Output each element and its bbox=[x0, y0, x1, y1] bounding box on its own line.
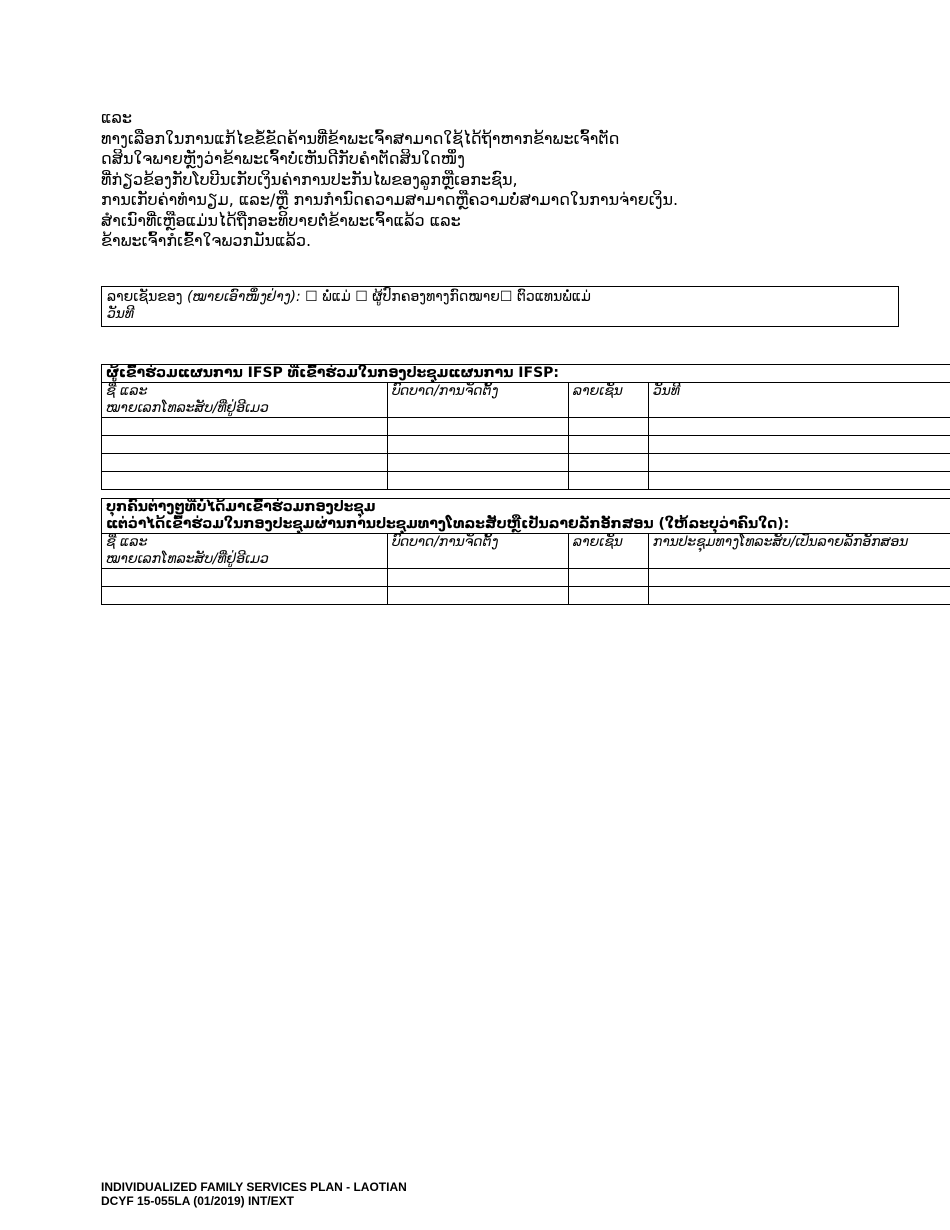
signature-box[interactable] bbox=[101, 286, 899, 327]
signature-cell[interactable] bbox=[569, 418, 649, 436]
checkbox-surrogate-parent[interactable]: ☐ ຕົວແທນພໍ່ແມ່ bbox=[499, 289, 591, 305]
table-row bbox=[102, 472, 950, 490]
table-row bbox=[102, 454, 950, 472]
date-cell[interactable] bbox=[649, 454, 950, 472]
signature-cell[interactable] bbox=[569, 436, 649, 454]
form-footer bbox=[101, 1180, 407, 1208]
date-cell[interactable] bbox=[649, 472, 950, 490]
date-cell[interactable] bbox=[649, 418, 950, 436]
intro-paragraph bbox=[101, 108, 941, 252]
intro-line: ການເກັບຄ່າທໍານຽມ, ແລະ/ຫຼື ການກໍານົດຄວາມສາມາດຫຼືຄວາມບໍ່ສາມາດໃນການຈ່າຍເງິນ. bbox=[101, 190, 679, 209]
intro-line: ດສິນໃຈພາຍຫຼັງວ່າຂ້າພະເຈົ້າບໍ່ເຫັນດີກັບຄໍາຕັດສິນໃດໜຶ່ງ bbox=[101, 149, 465, 168]
form-title: INDIVIDUALIZED FAMILY SERVICES PLAN - LAOTIAN bbox=[101, 1180, 407, 1194]
role-cell[interactable] bbox=[388, 418, 569, 436]
signature-note: (ໝາຍເອົາໜຶ່ງຢ່າງ): bbox=[186, 289, 301, 305]
intro-line: ທີ່ກ່ຽວຂ້ອງກັບໂບບີນເກັບເງິນຄ່າການປະກັນໄພຂອງລູກຫຼືເອກະຊົນ, bbox=[101, 169, 518, 189]
name-cell[interactable] bbox=[102, 587, 388, 605]
table-row bbox=[102, 587, 950, 605]
role-cell[interactable] bbox=[388, 569, 569, 587]
intro-line: ຂ້າພະເຈົ້າກໍເຂົ້າໃຈພວກມັນແລ້ວ. bbox=[101, 231, 312, 250]
col-date-header: ວັນທີ bbox=[649, 383, 950, 418]
col-name-header: ຊື່ ແລະ ໝາຍເລກໂທລະສັບ/ທີ່ຢູ່ອີເມວ bbox=[102, 534, 388, 569]
col-signature-header: ລາຍເຊັນ bbox=[569, 534, 649, 569]
form-number: DCYF 15-055LA (01/2019) INT/EXT bbox=[101, 1194, 294, 1208]
remote-participants-table bbox=[101, 498, 950, 605]
signature-cell[interactable] bbox=[569, 587, 649, 605]
participants-table bbox=[101, 364, 950, 490]
intro-line: ສໍາເນົາທີ່ເຫຼືອແມ່ນໄດ້ຖືກອະທິບາຍຕໍ່ຂ້າພະເຈົ້າແລ້ວ ແລະ bbox=[101, 210, 461, 230]
role-cell[interactable] bbox=[388, 454, 569, 472]
table-row bbox=[102, 569, 950, 587]
role-cell[interactable] bbox=[388, 472, 569, 490]
role-cell[interactable] bbox=[388, 436, 569, 454]
conference-cell[interactable] bbox=[649, 587, 950, 605]
name-cell[interactable] bbox=[102, 472, 388, 490]
conference-cell[interactable] bbox=[649, 569, 950, 587]
name-cell[interactable] bbox=[102, 569, 388, 587]
role-cell[interactable] bbox=[388, 587, 569, 605]
intro-line: ທາງເລືອກໃນການແກ້ໄຂຂໍ້ຂັດຄ້ານທີ່ຂ້າພະເຈົ້າສາມາດໃຊ້ໄດ້ຖ້າຫາກຂ້າພະເຈົ້າຕັດ bbox=[101, 128, 620, 148]
name-cell[interactable] bbox=[102, 418, 388, 436]
col-name-header: ຊື່ ແລະ ໝາຍເລກໂທລະສັບ/ທີ່ຢູ່ອີເມວ bbox=[102, 383, 388, 418]
name-cell[interactable] bbox=[102, 436, 388, 454]
table-row bbox=[102, 418, 950, 436]
participants-table-title: ຜູ້ເຂົ້າຮ່ວມແຜນການ IFSP ທີ່ເຂົ້າຮ່ວມໃນກອງປະຊຸມແຜນການ IFSP: bbox=[102, 365, 950, 383]
col-signature-header: ລາຍເຊັນ bbox=[569, 383, 649, 418]
signature-date-label: ວັນທີ bbox=[107, 306, 134, 322]
col-role-header: ບົດບາດ/ການຈັດຕັ້ງ bbox=[388, 534, 569, 569]
checkbox-parent[interactable]: ☐ ພໍ່ແມ່ bbox=[305, 289, 351, 305]
signature-label: ລາຍເຊັນຂອງ bbox=[107, 289, 183, 305]
signature-cell[interactable] bbox=[569, 569, 649, 587]
remote-participants-table-title: ບຸກຄົນຕ່າງໆທີ່ບໍ່ໄດ້ມາເຂົ້າຮ່ວມກອງປະຊຸມ ແຕ່ວ່າໄດ້ເຂົ້າຮ່ວມໃນກອງປະຊຸມຜ່ານການປະຊຸມທາງໂທລະສັບຫຼືເປັນລາຍລັກອັກສອນ (ໃຫ້ລະບຸວ່າຄົນໃດ): bbox=[102, 499, 950, 534]
name-cell[interactable] bbox=[102, 454, 388, 472]
signature-cell[interactable] bbox=[569, 472, 649, 490]
col-conference-header: ການປະຊຸມທາງໂທລະສັບ/ເປັນລາຍລັກອັກສອນ bbox=[649, 534, 950, 569]
signature-cell[interactable] bbox=[569, 454, 649, 472]
table-row bbox=[102, 436, 950, 454]
checkbox-legal-guardian[interactable]: ☐ ຜູ້ປົກຄອງທາງກົດໝາຍ bbox=[355, 289, 500, 305]
col-role-header: ບົດບາດ/ການຈັດຕັ້ງ bbox=[388, 383, 569, 418]
intro-line: ແລະ bbox=[101, 108, 133, 127]
date-cell[interactable] bbox=[649, 436, 950, 454]
